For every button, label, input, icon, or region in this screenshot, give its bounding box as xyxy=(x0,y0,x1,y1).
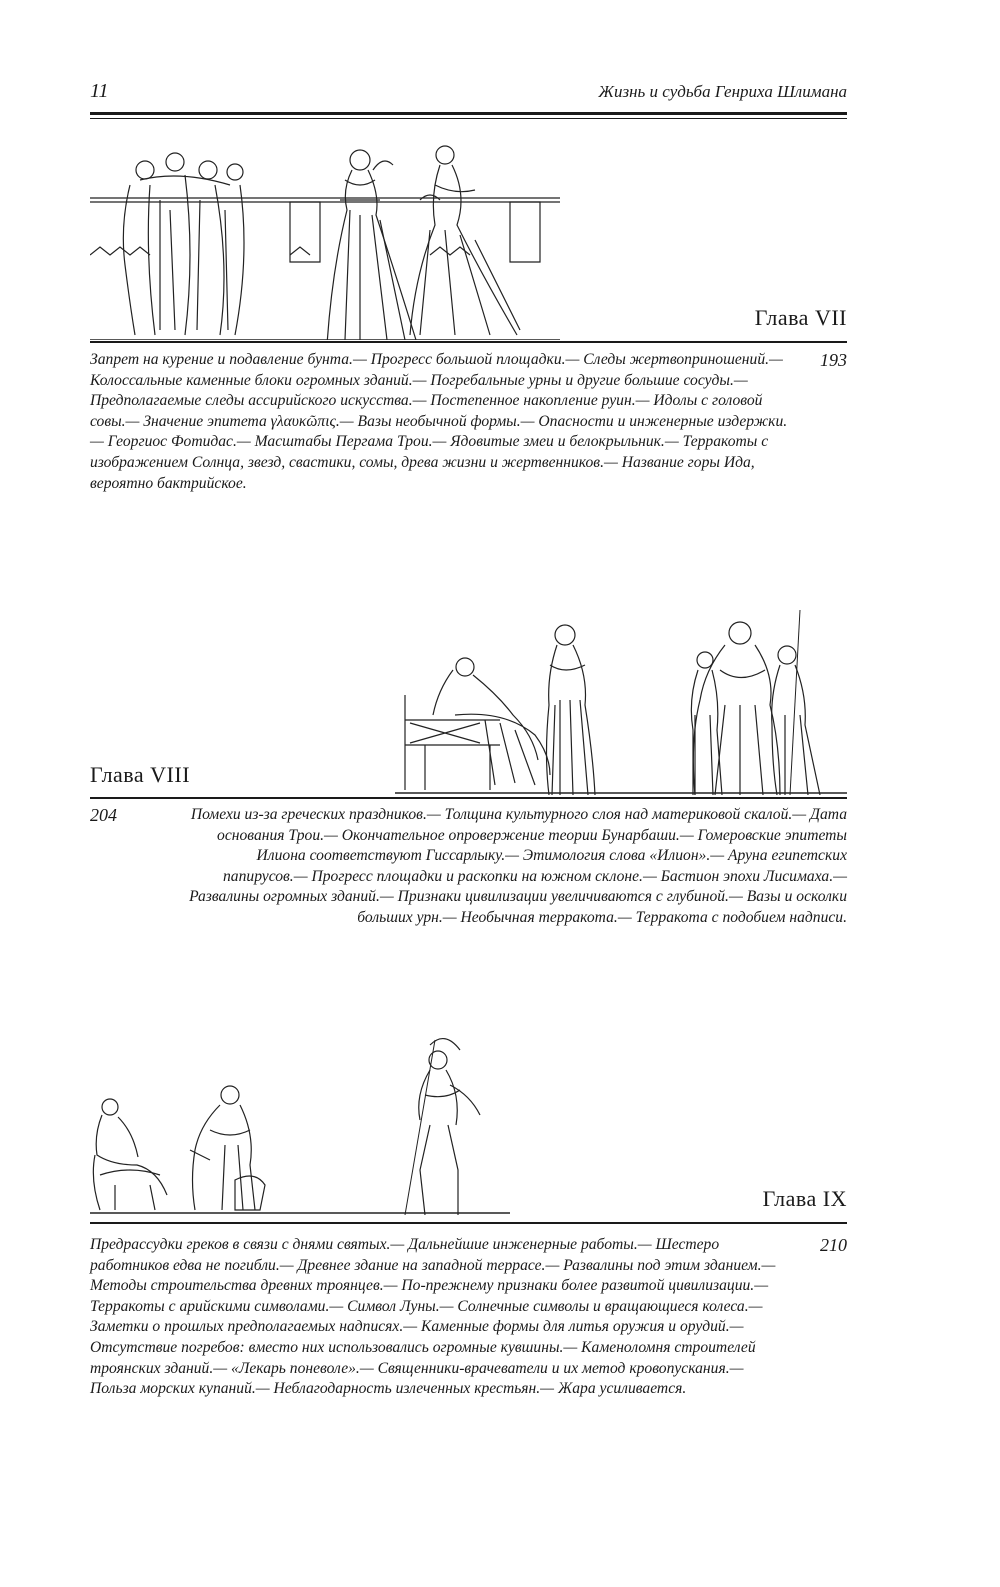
chapter-8-summary: Помехи из-за греческих праздников.— Толщина культурного слоя над материковой скалой.— Дата основания Трои.— Окончательное опровержение теории Бунарбаши.— Гомеровские эпитеты Илиона соответствуют Гиссарлыку.— Этимология слова «Илион».— Аруна египетских папирусов.— Прогресс площадки и раскопки на южном склоне.— Бастион эпохи Лисимаха.— Развалины огромных зданий.— Признаки цивилизации увеличиваются с глубиной.— Вазы и осколки больших урн.— Необычная терракота.— Терракота с подобием надписи. xyxy=(189,806,847,926)
chapter-9-title: Глава IX xyxy=(762,1186,847,1211)
chapter-7-title: Глава VII xyxy=(754,305,847,330)
chapter-7-rule xyxy=(90,341,847,343)
running-head xyxy=(90,80,847,116)
chapter-8-title: Глава VIII xyxy=(90,762,191,787)
chapter-7-page-ref: 193 xyxy=(820,350,847,370)
chapter-8-page-ref: 204 xyxy=(90,805,117,825)
chapter-9-illustration xyxy=(90,1035,510,1215)
chapter-8-rule xyxy=(90,797,847,799)
chapter-8-illustration xyxy=(395,605,847,795)
page-number: 11 xyxy=(90,80,109,102)
chapter-7-illustration xyxy=(90,140,560,340)
chapter-9-summary: Предрассудки греков в связи с днями святых.— Дальнейшие инженерные работы.— Шестеро работников едва не погибли.— Древнее здание на западной террасе.— Развалины под этим зданием.— Методы строительства древних троянцев.— По-прежнему признаки более развитой цивилизации.— Терракоты с арийскими символами.— Символ Луны.— Солнечные символы и вращающиеся колеса.— Заметки о прошлых предполагаемых надписях.— Каменные формы для литья оружия и орудий.— Отсутствие погребов: вместо них использовались огромные кувшины.— Каменоломня строителей троянских зданий.— «Лекарь поневоле».— Священники-врачеватели и их метод кровопускания.— Польза морских купаний.— Неблагодарность излеченных крестьян.— Жара усиливается. xyxy=(90,1236,776,1398)
header-rule xyxy=(90,112,847,115)
chapter-9-rule xyxy=(90,1222,847,1224)
chapter-9-page-ref: 210 xyxy=(820,1235,847,1255)
header-rule-thin xyxy=(90,118,847,119)
chapter-7-summary: Запрет на курение и подавление бунта.— Прогресс большой площадки.— Следы жертвоприношений.— Колоссальные каменные блоки огромных зданий.— Погребальные урны и другие большие сосуды.— Предполагаемые следы ассирийского искусства.— Постепенное накопление руин.— Идолы с головой совы.— Значение эпитета γλαυκῶπις.— Вазы необычной формы.— Опасности и инженерные издержки.— Георгиос Фотидас.— Масштабы Пергама Трои.— Ядовитые змеи и белокрыльник.— Терракоты с изображением Солнца, звезд, свастики, сомы, древа жизни и жертвенников.— Название горы Ида, вероятно бактрийское. xyxy=(90,351,788,492)
running-title: Жизнь и судьба Генриха Шлимана xyxy=(598,82,847,101)
